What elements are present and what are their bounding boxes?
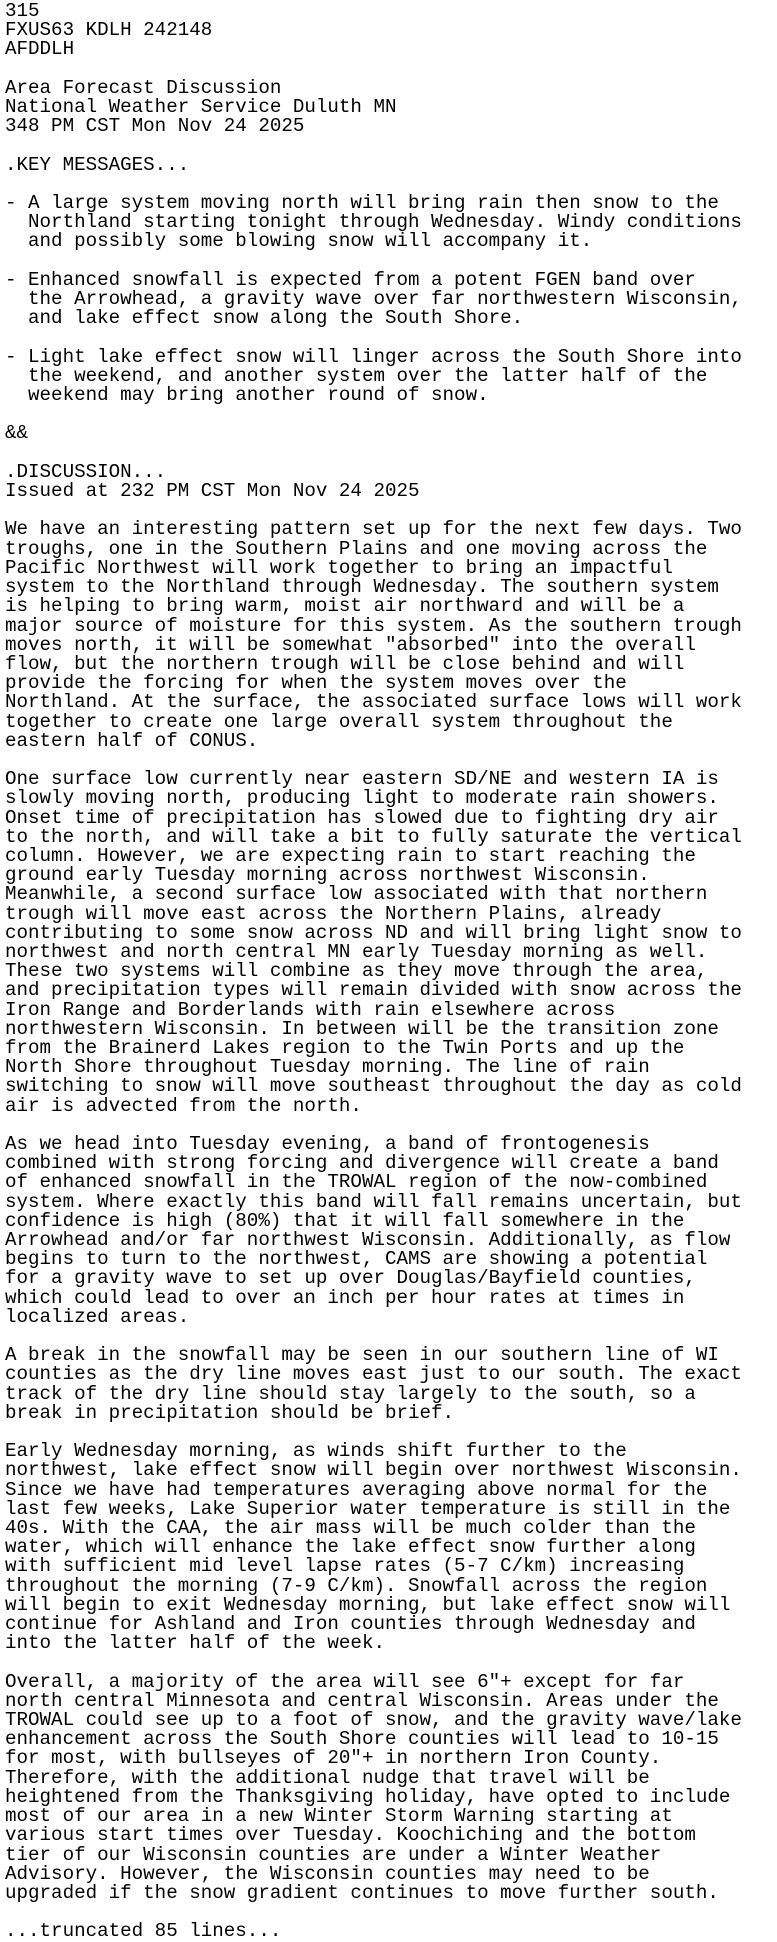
product-title-line: Area Forecast Discussion [5, 76, 282, 99]
discussion-paragraph-line: combined with strong forcing and divergence will create a band [5, 1152, 719, 1175]
key-messages-heading: .KEY MESSAGES... [5, 153, 190, 176]
discussion-paragraph-line: switching to snow will move southeast throughout the day as cold [5, 1075, 742, 1098]
discussion-paragraph-line: ground early Tuesday morning across northwest Wisconsin. [5, 864, 650, 887]
discussion-paragraph-line: Advisory. However, the Wisconsin counties may need to be [5, 1862, 650, 1885]
discussion-paragraph-line: to the north, and will take a bit to fully saturate the vertical [5, 825, 742, 848]
discussion-paragraph-line: continue for Ashland and Iron counties through Wednesday and [5, 1613, 696, 1636]
key-message-line: the weekend, and another system over the latter half of the [5, 364, 708, 387]
discussion-paragraph-line: last few weeks, Lake Superior water temperature is still in the [5, 1497, 731, 1520]
product-header-line: 315 [5, 0, 40, 22]
discussion-paragraph-line: localized areas. [5, 1305, 190, 1328]
truncation-note: ...truncated 85 lines... [5, 1920, 282, 1942]
discussion-paragraph-line: Northland. At the surface, the associated surface lows will work [5, 691, 742, 714]
discussion-paragraph-line: tier of our Wisconsin counties are under a Winter Weather [5, 1843, 662, 1866]
discussion-paragraph-line: trough will move east across the Northern Plains, already [5, 902, 662, 925]
discussion-paragraph-line: is helping to bring warm, moist air northward and will be a [5, 595, 685, 618]
key-message-line: - Light lake effect snow will linger across the South Shore into [5, 345, 742, 368]
discussion-paragraph-line: begins to turn to the northwest, CAMS are showing a potential [5, 1248, 708, 1271]
discussion-paragraph-line: Onset time of precipitation has slowed due to fighting dry air [5, 806, 719, 829]
discussion-issued-time: Issued at 232 PM CST Mon Nov 24 2025 [5, 480, 420, 503]
product-title-line: National Weather Service Duluth MN [5, 96, 397, 119]
discussion-paragraph-line: air is advected from the north. [5, 1094, 362, 1117]
discussion-paragraph-line: slowly moving north, producing light to moderate rain showers. [5, 787, 719, 810]
discussion-paragraph-line: and precipitation types will remain divided with snow across the [5, 979, 742, 1002]
discussion-paragraph-line: which could lead to over an inch per hour rates at times in [5, 1286, 685, 1309]
discussion-paragraph-line: counties as the dry line moves east just to our south. The exact [5, 1363, 742, 1386]
discussion-paragraph-line: One surface low currently near eastern SD/NE and western IA is [5, 768, 719, 791]
discussion-paragraph-line: into the latter half of the week. [5, 1632, 385, 1655]
discussion-paragraph-line: We have an interesting pattern set up for the next few days. Two [5, 518, 742, 541]
discussion-paragraph-line: Early Wednesday morning, as winds shift further to the [5, 1440, 627, 1463]
discussion-paragraph-line: Overall, a majority of the area will see 6"+ except for far [5, 1670, 685, 1693]
key-message-line: and possibly some blowing snow will accompany it. [5, 230, 593, 253]
discussion-paragraph-line: troughs, one in the Southern Plains and one moving across the [5, 537, 708, 560]
discussion-paragraph-line: Meanwhile, a second surface low associated with that northern [5, 883, 708, 906]
discussion-paragraph-line: enhancement across the South Shore counties will lead to 10-15 [5, 1728, 719, 1751]
product-header-line: FXUS63 KDLH 242148 [5, 19, 213, 42]
discussion-paragraph-line: Iron Range and Borderlands with rain elsewhere across [5, 998, 616, 1021]
key-message-line: - A large system moving north will bring rain then snow to the [5, 192, 719, 215]
discussion-paragraph-line: various start times over Tuesday. Koochiching and the bottom [5, 1824, 696, 1847]
discussion-paragraph-line: As we head into Tuesday evening, a band of frontogenesis [5, 1132, 650, 1155]
discussion-paragraph-line: TROWAL could see up to a foot of snow, and the gravity wave/lake [5, 1709, 742, 1732]
discussion-paragraph-line: eastern half of CONUS. [5, 729, 259, 752]
discussion-paragraph-line: with sufficient mid level lapse rates (5-7 C/km) increasing [5, 1555, 685, 1578]
discussion-paragraph-line: Therefore, with the additional nudge that travel will be [5, 1766, 650, 1789]
discussion-paragraph-line: break in precipitation should be brief. [5, 1401, 455, 1424]
discussion-paragraph-line: northwest, lake effect snow will begin over northwest Wisconsin. [5, 1459, 742, 1482]
discussion-paragraph-line: 40s. With the CAA, the air mass will be much colder than the [5, 1517, 696, 1540]
discussion-paragraph-line: water, which will enhance the lake effect snow further along [5, 1536, 696, 1559]
key-message-line: and lake effect snow along the South Shore. [5, 307, 524, 330]
key-message-line: - Enhanced snowfall is expected from a potent FGEN band over [5, 268, 696, 291]
discussion-paragraph-line: for most, with bullseyes of 20"+ in northern Iron County. [5, 1747, 662, 1770]
discussion-paragraph-line: most of our area in a new Winter Storm Warning starting at [5, 1805, 673, 1828]
discussion-paragraph-line: together to create one large overall system throughout the [5, 710, 673, 733]
key-message-line: the Arrowhead, a gravity wave over far northwestern Wisconsin, [5, 288, 742, 311]
discussion-paragraph-line: track of the dry line should stay largely to the south, so a [5, 1382, 696, 1405]
discussion-paragraph-line: Pacific Northwest will work together to bring an impactful [5, 556, 673, 579]
discussion-paragraph-line: northwest and north central MN early Tuesday morning as well. [5, 940, 708, 963]
discussion-paragraph-line: system. Where exactly this band will fall remains uncertain, but [5, 1190, 742, 1213]
product-header-line: AFDDLH [5, 38, 75, 61]
discussion-paragraph-line: moves north, it will be somewhat "absorbed" into the overall [5, 633, 696, 656]
discussion-paragraph-line: from the Brainerd Lakes region to the Twin Ports and up the [5, 1036, 685, 1059]
discussion-paragraph-line: Since we have had temperatures averaging above normal for the [5, 1478, 708, 1501]
discussion-paragraph-line: of enhanced snowfall in the TROWAL region of the now-combined [5, 1171, 708, 1194]
discussion-paragraph-line: contributing to some snow across ND and will bring light snow to [5, 921, 742, 944]
discussion-paragraph-line: North Shore throughout Tuesday morning. The line of rain [5, 1056, 650, 1079]
product-title-line: 348 PM CST Mon Nov 24 2025 [5, 115, 305, 138]
discussion-paragraph-line: Arrowhead and/or far northwest Wisconsin. Additionally, as flow [5, 1229, 731, 1251]
discussion-paragraph-line: These two systems will combine as they move through the area, [5, 960, 708, 983]
section-separator: && [5, 422, 29, 445]
discussion-paragraph-line: A break in the snowfall may be seen in our southern line of WI [5, 1344, 719, 1367]
discussion-paragraph-line: heightened from the Thanksgiving holiday, have opted to include [5, 1785, 731, 1808]
discussion-paragraph-line: flow, but the northern trough will be close behind and will [5, 652, 685, 675]
discussion-paragraph-line: column. However, we are expecting rain to start reaching the [5, 844, 696, 867]
discussion-paragraph-line: confidence is high (80%) that it will fall somewhere in the [5, 1209, 685, 1232]
discussion-paragraph-line: major source of moisture for this system. As the southern trough [5, 614, 742, 637]
discussion-paragraph-line: throughout the morning (7-9 C/km). Snowfall across the region [5, 1574, 708, 1597]
discussion-paragraph-line: northwestern Wisconsin. In between will be the transition zone [5, 1017, 719, 1040]
discussion-paragraph-line: north central Minnesota and central Wisconsin. Areas under the [5, 1689, 719, 1712]
discussion-paragraph-line: provide the forcing for when the system moves over the [5, 672, 627, 695]
discussion-paragraph-line: upgraded if the snow gradient continues to move further south. [5, 1881, 719, 1904]
discussion-paragraph-line: will begin to exit Wednesday morning, but lake effect snow will [5, 1593, 731, 1616]
key-message-line: weekend may bring another round of snow. [5, 384, 489, 407]
key-message-line: Northland starting tonight through Wednesday. Windy conditions [5, 211, 742, 234]
discussion-heading: .DISCUSSION... [5, 460, 167, 483]
discussion-paragraph-line: system to the Northland through Wednesday. The southern system [5, 576, 719, 599]
discussion-paragraph-line: for a gravity wave to set up over Douglas/Bayfield counties, [5, 1267, 696, 1290]
